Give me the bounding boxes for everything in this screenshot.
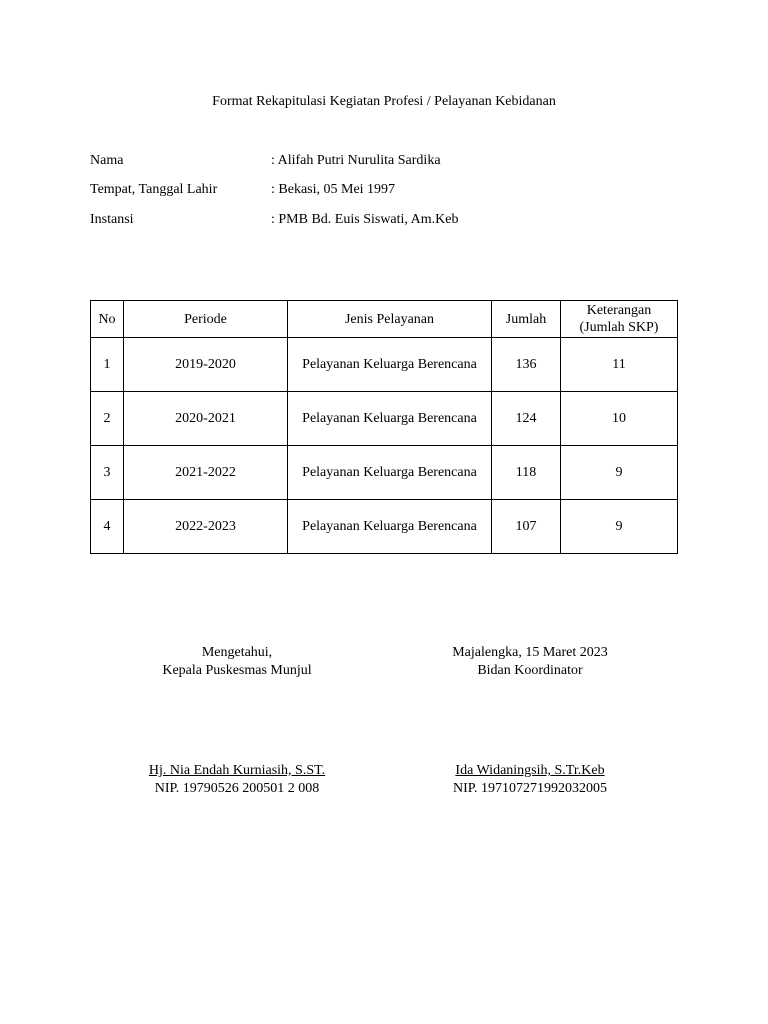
cell-keterangan: 10 [561, 392, 678, 446]
rekap-table [90, 300, 678, 554]
cell-jumlah: 136 [492, 338, 561, 392]
info-value-instansi: : PMB Bd. Euis Siswati, Am.Keb [271, 212, 459, 227]
signatory-left-name: Hj. Nia Endah Kurniasih, S.ST. [148, 763, 326, 778]
cell-jumlah: 118 [492, 446, 561, 500]
info-label-ttl: Tempat, Tanggal Lahir [90, 182, 218, 197]
table-row [91, 392, 678, 446]
page-title: Format Rekapitulasi Kegiatan Profesi / Pelayanan Kebidanan [212, 94, 556, 109]
table-row [91, 446, 678, 500]
cell-periode: 2022-2023 [124, 500, 288, 554]
cell-keterangan: 11 [561, 338, 678, 392]
cell-jenis-pelayanan: Pelayanan Keluarga Berencana [288, 446, 492, 500]
table-row [91, 500, 678, 554]
signature-right-line2: Bidan Koordinator [477, 663, 583, 678]
header-no: No [91, 301, 124, 338]
signature-left-footer [137, 762, 337, 798]
signatory-left-nip: NIP. 19790526 200501 2 008 [154, 781, 320, 796]
signature-right-line1: Majalengka, 15 Maret 2023 [452, 645, 608, 660]
cell-no: 4 [91, 500, 124, 554]
signature-right-footer [420, 762, 640, 798]
info-label-nama: Nama [90, 153, 124, 168]
header-jenis-pelayanan: Jenis Pelayanan [288, 301, 492, 338]
cell-no: 2 [91, 392, 124, 446]
signature-right-header [420, 644, 640, 680]
signatory-right-nip: NIP. 197107271992032005 [452, 781, 607, 796]
cell-periode: 2021-2022 [124, 446, 288, 500]
cell-periode: 2020-2021 [124, 392, 288, 446]
info-value-nama: : Alifah Putri Nurulita Sardika [271, 153, 441, 168]
table-header-row [91, 301, 678, 338]
cell-jumlah: 124 [492, 392, 561, 446]
cell-jenis-pelayanan: Pelayanan Keluarga Berencana [288, 500, 492, 554]
info-label-instansi: Instansi [90, 212, 134, 227]
cell-keterangan: 9 [561, 446, 678, 500]
info-value-ttl: : Bekasi, 05 Mei 1997 [271, 182, 396, 197]
signatory-right-name: Ida Widaningsih, S.Tr.Keb [455, 763, 605, 778]
cell-keterangan: 9 [561, 500, 678, 554]
header-periode: Periode [124, 301, 288, 338]
signature-left-line1: Mengetahui, [201, 645, 273, 660]
cell-no: 3 [91, 446, 124, 500]
header-keterangan-line2: (Jumlah SKP) [579, 320, 659, 335]
cell-jumlah: 107 [492, 500, 561, 554]
cell-periode: 2019-2020 [124, 338, 288, 392]
cell-jenis-pelayanan: Pelayanan Keluarga Berencana [288, 338, 492, 392]
header-jumlah: Jumlah [492, 301, 561, 338]
cell-no: 1 [91, 338, 124, 392]
table-row [91, 338, 678, 392]
header-keterangan-line1: Keterangan [586, 303, 652, 318]
signature-left-line2: Kepala Puskesmas Munjul [162, 663, 312, 678]
header-keterangan [561, 301, 678, 338]
signature-left-header [137, 644, 337, 680]
cell-jenis-pelayanan: Pelayanan Keluarga Berencana [288, 392, 492, 446]
